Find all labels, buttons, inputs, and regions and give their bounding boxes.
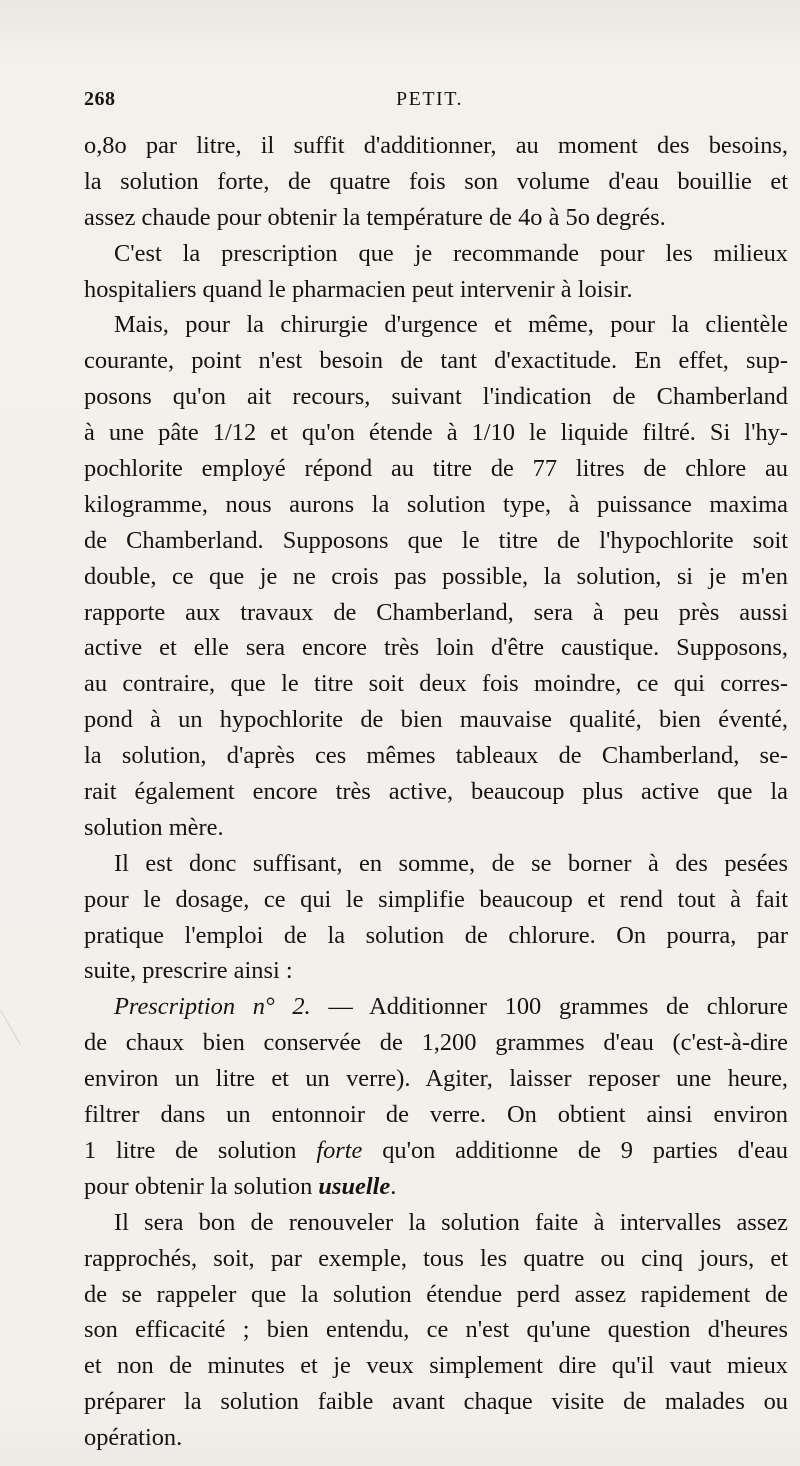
text-line: à une pâte 1/12 et qu'on étende à 1/10 le liquide filtré. Si l'hy- bbox=[84, 419, 788, 447]
text-line: son efficacité ; bien entendu, ce n'est qu'une question d'heures bbox=[84, 1316, 788, 1344]
text-line: hospitaliers quand le pharmacien peut intervenir à loisir. bbox=[84, 275, 633, 303]
text-line-prescription bbox=[84, 989, 788, 1025]
prescription-label: Prescription n° 2. bbox=[114, 993, 311, 1021]
text-line: préparer la solution faible avant chaque visite de malades ou bbox=[84, 1388, 788, 1416]
text-line: posons qu'on ait recours, suivant l'indication de Chamberland bbox=[84, 383, 788, 411]
text-line: rapporte aux travaux de Chamberland, sera à peu près aussi bbox=[84, 598, 788, 626]
text-line: filtrer dans un entonnoir de verre. On obtient ainsi environ bbox=[84, 1101, 788, 1129]
text-line: pochlorite employé répond au titre de 77 litres de chlore au bbox=[84, 455, 788, 483]
text-line: solution mère. bbox=[84, 813, 224, 841]
text-line-usuelle bbox=[84, 1169, 788, 1205]
text-line-forte bbox=[84, 1133, 788, 1169]
text-line: o,8o par litre, il suffit d'additionner, au moment des besoins, bbox=[84, 132, 788, 159]
text-line: de chaux bien conservée de 1,200 grammes d'eau (c'est-à-dire bbox=[84, 1029, 788, 1057]
emphasis-usuelle: usuelle bbox=[318, 1172, 391, 1200]
prescription-text: — Additionner 100 grammes de chlorure bbox=[328, 993, 789, 1021]
text-line: au contraire, que le titre soit deux fois moindre, ce qui corres- bbox=[84, 670, 788, 698]
text-line: la solution, d'après ces mêmes tableaux de Chamberland, se- bbox=[84, 742, 788, 770]
text-line: de Chamberland. Supposons que le titre de l'hypochlorite soit bbox=[84, 526, 788, 554]
text-line: de se rappeler que la solution étendue perd assez rapidement de bbox=[84, 1280, 788, 1308]
emphasis-forte: forte bbox=[316, 1136, 363, 1164]
text-line: suite, prescrire ainsi : bbox=[84, 957, 293, 985]
text-line: Il sera bon de renouveler la solution faite à intervalles assez bbox=[114, 1208, 788, 1236]
margin-mark bbox=[0, 995, 47, 1045]
text-line: double, ce que je ne crois pas possible, la solution, si je m'en bbox=[84, 562, 788, 590]
text-line: pour le dosage, ce qui le simplifie beaucoup et rend tout à fait bbox=[84, 885, 788, 913]
text-line: environ un litre et un verre). Agiter, laisser reposer une heure, bbox=[84, 1065, 788, 1093]
text-line: Il est donc suffisant, en somme, de se borner à des pesées bbox=[114, 849, 788, 877]
text-line: rait également encore très active, beaucoup plus active que la bbox=[84, 778, 788, 806]
text-line: kilogramme, nous aurons la solution type, à puissance maxima bbox=[84, 490, 788, 518]
text-line: pond à un hypochlorite de bien mauvaise qualité, bien éventé, bbox=[84, 706, 788, 734]
text-line: rapprochés, soit, par exemple, tous les quatre ou cinq jours, et bbox=[84, 1244, 788, 1272]
text-segment: qu'on additionne de 9 parties d'eau bbox=[382, 1136, 788, 1164]
text-segment: . bbox=[390, 1172, 397, 1200]
text-line: C'est la prescription que je recommande pour les milieux bbox=[114, 239, 788, 267]
text-line: Mais, pour la chirurgie d'urgence et même, pour la clientèle bbox=[114, 311, 788, 339]
text-line: la solution forte, de quatre fois son volume d'eau bouillie et bbox=[84, 167, 788, 195]
text-line: active et elle sera encore très loin d'être caustique. Supposons, bbox=[84, 634, 788, 662]
text-segment: pour obtenir la solution bbox=[84, 1172, 313, 1200]
text-line: courante, point n'est besoin de tant d'exactitude. En effet, sup- bbox=[84, 347, 788, 375]
text-line: assez chaude pour obtenir la température de 4o à 5o degrés. bbox=[84, 203, 666, 231]
text-line: et non de minutes et je veux simplement dire qu'il vaut mieux bbox=[84, 1352, 788, 1380]
body-text bbox=[84, 128, 788, 1456]
text-line: opération. bbox=[84, 1424, 183, 1452]
text-line: pratique l'emploi de la solution de chlorure. On pourra, par bbox=[84, 921, 788, 949]
page-header bbox=[84, 88, 784, 118]
text-segment: 1 litre de solution bbox=[84, 1136, 297, 1164]
running-head: PETIT. bbox=[396, 88, 463, 110]
page-number: 268 bbox=[84, 88, 116, 110]
